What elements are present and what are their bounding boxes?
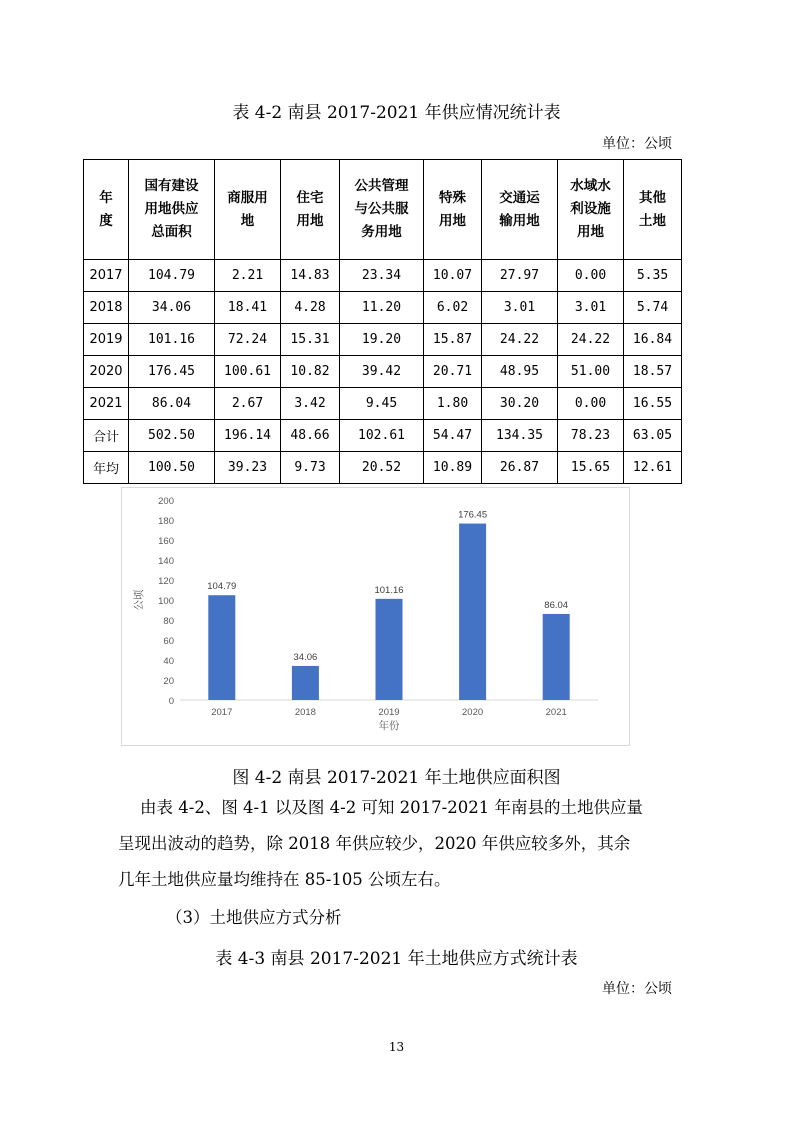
table-cell: 0.00 — [558, 260, 624, 292]
column-header-2 — [215, 160, 281, 260]
data-label: 34.06 — [293, 651, 318, 663]
paragraph-line-2: 呈现出波动的趋势，除 2018 年供应较少，2020 年供应较多外，其余 — [118, 834, 631, 853]
table-cell: 176.45 — [129, 356, 215, 388]
y-tick-label: 20 — [163, 676, 174, 687]
table-cell: 196.14 — [215, 420, 281, 452]
column-header-7 — [558, 160, 624, 260]
table-cell: 39.42 — [340, 356, 424, 388]
table-cell: 54.47 — [424, 420, 482, 452]
bar-2018 — [292, 666, 319, 700]
row-label-cell: 2019 — [84, 324, 129, 356]
table-4-2-unit: 单位：公顷 — [602, 136, 672, 152]
table-cell: 101.16 — [129, 324, 215, 356]
x-tick-label: 2017 — [211, 707, 233, 718]
table-row — [84, 452, 682, 484]
table-cell: 10.89 — [424, 452, 482, 484]
table-cell: 104.79 — [129, 260, 215, 292]
table-cell: 5.35 — [624, 260, 682, 292]
table-row — [84, 388, 682, 420]
column-header-3 — [281, 160, 340, 260]
column-header-line: 度 — [99, 212, 113, 229]
table-cell: 2.21 — [215, 260, 281, 292]
table-cell: 86.04 — [129, 388, 215, 420]
table-cell: 16.84 — [624, 324, 682, 356]
table-cell: 34.06 — [129, 292, 215, 324]
table-cell: 27.97 — [482, 260, 558, 292]
column-header-line: 用地供应 — [144, 201, 199, 217]
table-row — [84, 420, 682, 452]
row-label-cell: 2018 — [84, 292, 129, 324]
bar-2017 — [208, 595, 235, 700]
paragraph-line-1: 由表 4-2、图 4-1 以及图 4-2 可知 2017-2021 年南县的土地供应量 — [140, 798, 643, 817]
row-label-cell: 合计 — [84, 420, 129, 452]
table-cell: 16.55 — [624, 388, 682, 420]
x-tick-label: 2019 — [378, 707, 400, 718]
x-tick-label: 2021 — [545, 707, 567, 718]
paragraph-line-3: 几年土地供应量均维持在 85-105 公顷左右。 — [118, 870, 451, 889]
y-tick-label: 60 — [163, 636, 174, 647]
column-header-line: 用地 — [439, 212, 466, 229]
supply-statistics-table — [83, 159, 682, 484]
table-cell: 3.01 — [558, 292, 624, 324]
column-header-line: 输用地 — [499, 212, 540, 229]
table-cell: 18.57 — [624, 356, 682, 388]
data-label: 104.79 — [207, 581, 237, 593]
column-header-line: 年 — [99, 189, 113, 206]
column-header-8 — [624, 160, 682, 260]
table-cell: 502.50 — [129, 420, 215, 452]
y-tick-label: 0 — [168, 696, 174, 707]
bar-2019 — [376, 599, 403, 700]
y-axis-title: 公顷 — [133, 589, 145, 611]
table-header-row — [84, 160, 682, 260]
table-cell: 15.65 — [558, 452, 624, 484]
x-axis-title: 年份 — [378, 720, 400, 732]
row-label-cell: 2021 — [84, 388, 129, 420]
table-4-3-title: 表 4-3 南县 2017-2021 年土地供应方式统计表 — [215, 949, 578, 969]
table-cell: 19.20 — [340, 324, 424, 356]
table-row — [84, 260, 682, 292]
y-tick-label: 200 — [158, 496, 174, 507]
data-label: 101.16 — [374, 584, 404, 596]
column-header-line: 利设施 — [570, 201, 611, 217]
table-cell: 78.23 — [558, 420, 624, 452]
table-cell: 1.80 — [424, 388, 482, 420]
y-tick-label: 120 — [158, 576, 174, 587]
table-cell: 6.02 — [424, 292, 482, 324]
table-cell: 134.35 — [482, 420, 558, 452]
data-label: 176.45 — [458, 509, 488, 521]
bar-2020 — [459, 524, 486, 700]
table-cell: 14.83 — [281, 260, 340, 292]
table-cell: 100.61 — [215, 356, 281, 388]
column-header-line: 特殊 — [439, 189, 466, 206]
table-cell: 3.01 — [482, 292, 558, 324]
column-header-line: 商服用 — [227, 189, 268, 206]
column-header-4 — [340, 160, 424, 260]
table-cell: 39.23 — [215, 452, 281, 484]
y-tick-label: 40 — [163, 656, 174, 667]
column-header-line: 公共管理 — [354, 178, 409, 194]
table-cell: 3.42 — [281, 388, 340, 420]
y-tick-label: 180 — [158, 516, 174, 527]
table-cell: 20.52 — [340, 452, 424, 484]
table-cell: 10.07 — [424, 260, 482, 292]
x-tick-label: 2020 — [462, 707, 484, 718]
table-cell: 26.87 — [482, 452, 558, 484]
column-header-5 — [424, 160, 482, 260]
section-heading: （3）土地供应方式分析 — [166, 908, 342, 927]
table-cell: 4.28 — [281, 292, 340, 324]
column-header-line: 国有建设 — [144, 178, 199, 194]
page-number: 13 — [388, 1040, 405, 1054]
column-header-line: 水域水 — [570, 178, 611, 194]
x-tick-label: 2018 — [294, 707, 316, 718]
table-4-3-unit: 单位：公顷 — [602, 981, 672, 997]
column-header-line: 住宅 — [296, 189, 324, 206]
row-label-cell: 2020 — [84, 356, 129, 388]
table-4-2-title: 表 4-2 南县 2017-2021 年供应情况统计表 — [232, 103, 561, 123]
column-header-0 — [84, 160, 129, 260]
table-cell: 15.31 — [281, 324, 340, 356]
table-cell: 100.50 — [129, 452, 215, 484]
table-row — [84, 356, 682, 388]
land-supply-chart — [121, 487, 630, 746]
figure-caption: 图 4-2 南县 2017-2021 年土地供应面积图 — [232, 768, 561, 788]
table-row — [84, 324, 682, 356]
column-header-1 — [129, 160, 215, 260]
row-label-cell: 年均 — [84, 452, 129, 484]
table-cell: 18.41 — [215, 292, 281, 324]
table-cell: 10.82 — [281, 356, 340, 388]
row-label-cell: 2017 — [84, 260, 129, 292]
column-header-line: 地 — [240, 212, 255, 229]
y-tick-label: 140 — [158, 556, 174, 567]
table-cell: 11.20 — [340, 292, 424, 324]
column-header-line: 用地 — [296, 212, 324, 229]
table-cell: 5.74 — [624, 292, 682, 324]
table-cell: 48.95 — [482, 356, 558, 388]
table-cell: 24.22 — [482, 324, 558, 356]
column-header-line: 务用地 — [361, 224, 402, 240]
column-header-6 — [482, 160, 558, 260]
y-tick-label: 100 — [158, 596, 174, 607]
table-cell: 15.87 — [424, 324, 482, 356]
bar-chart-svg — [122, 488, 629, 745]
column-header-line: 与公共服 — [354, 201, 409, 217]
table-cell: 72.24 — [215, 324, 281, 356]
y-tick-label: 80 — [163, 616, 174, 627]
table-cell: 51.00 — [558, 356, 624, 388]
column-header-line: 其他 — [639, 189, 666, 206]
table-row — [84, 292, 682, 324]
column-header-line: 土地 — [639, 212, 666, 229]
column-header-line: 总面积 — [151, 224, 192, 240]
y-tick-label: 160 — [158, 536, 174, 547]
column-header-line: 交通运 — [499, 189, 540, 206]
table-cell: 20.71 — [424, 356, 482, 388]
table-cell: 9.45 — [340, 388, 424, 420]
data-label: 86.04 — [544, 599, 569, 611]
table-cell: 48.66 — [281, 420, 340, 452]
table-cell: 12.61 — [624, 452, 682, 484]
table-cell: 30.20 — [482, 388, 558, 420]
table-cell: 9.73 — [281, 452, 340, 484]
table-cell: 102.61 — [340, 420, 424, 452]
table-cell: 2.67 — [215, 388, 281, 420]
table-cell: 24.22 — [558, 324, 624, 356]
table-cell: 0.00 — [558, 388, 624, 420]
table-cell: 23.34 — [340, 260, 424, 292]
bar-2021 — [543, 614, 570, 700]
column-header-line: 用地 — [577, 224, 604, 240]
table-cell: 63.05 — [624, 420, 682, 452]
